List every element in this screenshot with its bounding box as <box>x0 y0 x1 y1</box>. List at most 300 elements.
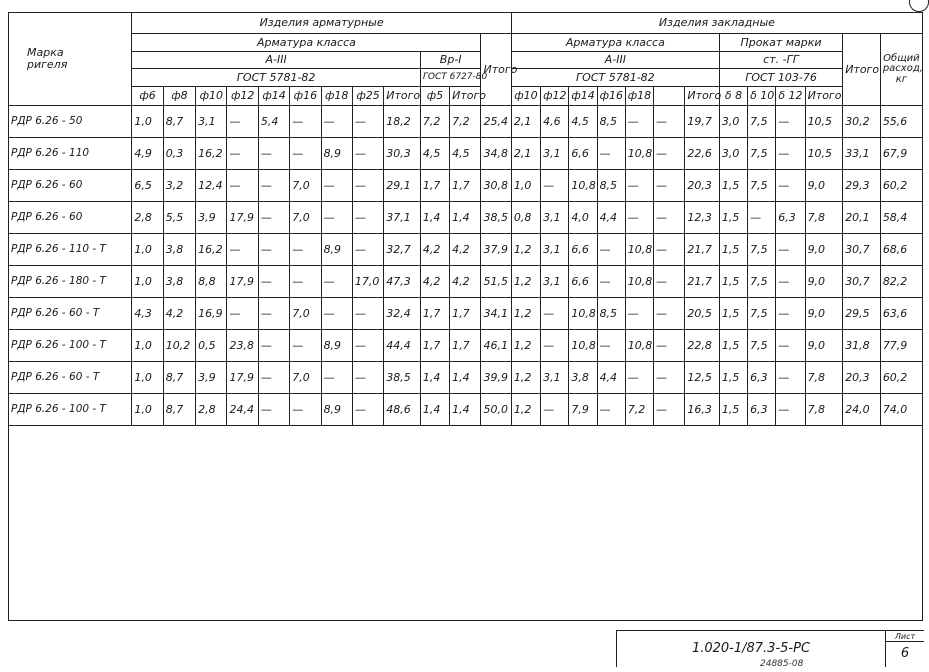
value-cell: — <box>352 138 383 170</box>
col-a3-d6: ф6 <box>132 87 163 106</box>
value-cell: 3,0 <box>719 106 747 138</box>
value-cell: 60,2 <box>880 170 922 202</box>
value-cell: — <box>776 394 805 426</box>
value-cell: 4,2 <box>163 298 195 330</box>
value-cell: — <box>625 170 653 202</box>
value-cell: 3,1 <box>541 266 569 298</box>
value-cell: 34,1 <box>481 298 511 330</box>
table-row <box>9 106 923 138</box>
value-cell: — <box>352 298 383 330</box>
value-cell: 47,3 <box>384 266 421 298</box>
value-cell: 1,5 <box>719 298 747 330</box>
value-cell: 22,8 <box>685 330 720 362</box>
value-cell: 20,3 <box>843 362 881 394</box>
value-cell: 1,2 <box>511 394 540 426</box>
value-cell: — <box>258 298 289 330</box>
embedded-products-header: Изделия закладные <box>511 13 922 34</box>
value-cell: — <box>290 106 321 138</box>
value-cell: — <box>654 394 685 426</box>
value-cell: — <box>597 394 625 426</box>
value-cell: — <box>290 138 321 170</box>
value-cell: 6,3 <box>776 202 805 234</box>
embedded-total-header: Итого <box>843 34 881 106</box>
value-cell: 7,2 <box>450 106 481 138</box>
col-a3-d18: ф18 <box>321 87 352 106</box>
value-cell: — <box>541 170 569 202</box>
sheet-box <box>886 631 924 667</box>
value-cell: 0,8 <box>511 202 540 234</box>
value-cell: 6,5 <box>132 170 163 202</box>
value-cell: 1,2 <box>511 330 540 362</box>
col-vr-total: Итого <box>450 87 481 106</box>
value-cell: 16,9 <box>196 298 227 330</box>
value-cell: 8,5 <box>597 298 625 330</box>
value-cell: — <box>541 394 569 426</box>
beam-mark-cell: РДР 6.26 - 100 - Т <box>9 330 132 362</box>
col-emb-d12: ф12 <box>541 87 569 106</box>
value-cell: — <box>258 362 289 394</box>
col-emb-d16: ф16 <box>597 87 625 106</box>
value-cell: 6,6 <box>569 234 597 266</box>
value-cell: 7,0 <box>290 202 321 234</box>
value-cell: 9,0 <box>805 170 843 202</box>
value-cell: 1,7 <box>450 170 481 202</box>
value-cell: 21,7 <box>685 266 720 298</box>
value-cell: 4,9 <box>132 138 163 170</box>
value-cell: — <box>776 138 805 170</box>
value-cell: 32,4 <box>384 298 421 330</box>
value-cell: 0,3 <box>163 138 195 170</box>
value-cell: — <box>352 330 383 362</box>
value-cell: — <box>625 362 653 394</box>
value-cell: — <box>776 266 805 298</box>
table-body <box>9 106 923 426</box>
value-cell: 10,8 <box>625 138 653 170</box>
col-emb-total: Итого <box>685 87 720 106</box>
value-cell: 17,9 <box>227 266 258 298</box>
value-cell: 8,9 <box>321 138 352 170</box>
value-cell: 7,5 <box>748 234 776 266</box>
value-cell: 1,0 <box>132 330 163 362</box>
value-cell: 19,7 <box>685 106 720 138</box>
value-cell: 4,3 <box>132 298 163 330</box>
value-cell: 31,8 <box>843 330 881 362</box>
table-row <box>9 330 923 362</box>
prokat-header: Прокат марки <box>719 34 842 52</box>
value-cell: 4,5 <box>450 138 481 170</box>
value-cell: 23,8 <box>227 330 258 362</box>
table-row <box>9 298 923 330</box>
value-cell: 67,9 <box>880 138 922 170</box>
value-cell: 30,8 <box>481 170 511 202</box>
value-cell: 1,7 <box>420 298 449 330</box>
value-cell: — <box>654 234 685 266</box>
value-cell: 6,6 <box>569 138 597 170</box>
col-emb-empty <box>654 87 685 106</box>
value-cell: — <box>258 330 289 362</box>
value-cell: — <box>541 330 569 362</box>
value-cell: — <box>352 106 383 138</box>
value-cell: 7,5 <box>748 170 776 202</box>
value-cell: 7,5 <box>748 266 776 298</box>
sheet-label: Лист <box>886 632 924 642</box>
archive-reference: 24885-08 <box>760 659 804 669</box>
value-cell: 3,8 <box>163 266 195 298</box>
value-cell: — <box>625 106 653 138</box>
table-row <box>9 394 923 426</box>
value-cell: 5,5 <box>163 202 195 234</box>
value-cell: 17,9 <box>227 362 258 394</box>
value-cell: 1,0 <box>132 362 163 394</box>
value-cell: 3,1 <box>541 202 569 234</box>
value-cell: 1,4 <box>450 394 481 426</box>
value-cell: 7,5 <box>748 106 776 138</box>
value-cell: 1,4 <box>420 202 449 234</box>
value-cell: 7,8 <box>805 202 843 234</box>
value-cell: — <box>352 394 383 426</box>
value-cell: 58,4 <box>880 202 922 234</box>
value-cell: — <box>654 298 685 330</box>
value-cell: 9,0 <box>805 298 843 330</box>
value-cell: — <box>625 298 653 330</box>
value-cell: — <box>776 170 805 202</box>
value-cell: 1,2 <box>511 266 540 298</box>
col-emb-d18: ф18 <box>625 87 653 106</box>
value-cell: 7,0 <box>290 170 321 202</box>
value-cell: — <box>290 330 321 362</box>
value-cell: 30,2 <box>843 106 881 138</box>
embedded-rebar-class-header: Арматура класса <box>511 34 719 52</box>
value-cell: 7,5 <box>748 330 776 362</box>
gost-a-header: ГОСТ 5781-82 <box>132 69 421 87</box>
value-cell: 7,8 <box>805 394 843 426</box>
value-cell: 3,1 <box>541 234 569 266</box>
value-cell: 37,1 <box>384 202 421 234</box>
value-cell: 4,6 <box>541 106 569 138</box>
value-cell: — <box>597 234 625 266</box>
value-cell: 3,1 <box>196 106 227 138</box>
col-prokat-d12: δ 12 <box>776 87 805 106</box>
beam-mark-cell: РДР 6.26 - 180 - Т <box>9 266 132 298</box>
table-row <box>9 202 923 234</box>
value-cell: 4,4 <box>597 362 625 394</box>
value-cell: 3,9 <box>196 362 227 394</box>
value-cell: — <box>321 106 352 138</box>
value-cell: 7,5 <box>748 298 776 330</box>
value-cell: 7,0 <box>290 298 321 330</box>
value-cell: — <box>258 202 289 234</box>
value-cell: — <box>321 202 352 234</box>
value-cell: — <box>654 138 685 170</box>
value-cell: 1,4 <box>450 362 481 394</box>
value-cell: 2,8 <box>132 202 163 234</box>
value-cell: 32,7 <box>384 234 421 266</box>
value-cell: 7,0 <box>290 362 321 394</box>
empty-area-row <box>9 426 923 621</box>
value-cell: 3,2 <box>163 170 195 202</box>
value-cell: 4,5 <box>569 106 597 138</box>
gost-b-header: ГОСТ 6727-80 <box>420 69 481 87</box>
value-cell: 12,4 <box>196 170 227 202</box>
value-cell: 1,0 <box>132 234 163 266</box>
value-cell: 8,9 <box>321 394 352 426</box>
value-cell: 0,5 <box>196 330 227 362</box>
value-cell: 7,9 <box>569 394 597 426</box>
beam-mark-cell: РДР 6.26 - 110 - Т <box>9 234 132 266</box>
value-cell: 30,7 <box>843 234 881 266</box>
value-cell: 3,1 <box>541 138 569 170</box>
value-cell: 4,0 <box>569 202 597 234</box>
value-cell: 1,2 <box>511 234 540 266</box>
value-cell: 25,4 <box>481 106 511 138</box>
value-cell: 10,5 <box>805 138 843 170</box>
value-cell: 17,0 <box>352 266 383 298</box>
value-cell: 1,4 <box>450 202 481 234</box>
value-cell: 1,0 <box>511 170 540 202</box>
value-cell: 10,5 <box>805 106 843 138</box>
value-cell: — <box>776 298 805 330</box>
value-cell: 4,2 <box>450 266 481 298</box>
value-cell: — <box>654 362 685 394</box>
value-cell: — <box>258 138 289 170</box>
value-cell: 16,2 <box>196 138 227 170</box>
value-cell: 1,5 <box>719 170 747 202</box>
col-prokat-total: Итого <box>805 87 843 106</box>
value-cell: 29,5 <box>843 298 881 330</box>
value-cell: 2,1 <box>511 138 540 170</box>
value-cell: 5,4 <box>258 106 289 138</box>
value-cell: — <box>776 362 805 394</box>
rebar-total-header: Итого <box>481 34 511 106</box>
gost-c-header: ГОСТ 5781-82 <box>511 69 719 87</box>
value-cell: — <box>258 234 289 266</box>
value-cell: 1,4 <box>420 394 449 426</box>
value-cell: — <box>654 106 685 138</box>
value-cell: — <box>258 170 289 202</box>
value-cell: 10,8 <box>569 330 597 362</box>
value-cell: — <box>290 394 321 426</box>
a3-class-header: А-III <box>132 52 421 69</box>
col-a3-total: Итого <box>384 87 421 106</box>
value-cell: 10,8 <box>569 170 597 202</box>
value-cell: 9,0 <box>805 330 843 362</box>
value-cell: 63,6 <box>880 298 922 330</box>
corner-mark-icon <box>909 0 929 12</box>
table-row <box>9 362 923 394</box>
value-cell: — <box>321 266 352 298</box>
value-cell: 7,2 <box>420 106 449 138</box>
rebar-products-header: Изделия арматурные <box>132 13 512 34</box>
value-cell: — <box>258 394 289 426</box>
value-cell: 1,0 <box>132 394 163 426</box>
value-cell: 10,2 <box>163 330 195 362</box>
value-cell: 8,5 <box>597 106 625 138</box>
value-cell: 30,7 <box>843 266 881 298</box>
beam-mark-cell: РДР 6.26 - 60 <box>9 202 132 234</box>
value-cell: 8,9 <box>321 234 352 266</box>
mark-header-line2: ригеля <box>27 58 68 71</box>
value-cell: 38,5 <box>384 362 421 394</box>
value-cell: — <box>352 202 383 234</box>
value-cell: 3,8 <box>163 234 195 266</box>
col-a3-d25: ф25 <box>352 87 383 106</box>
value-cell: 3,9 <box>196 202 227 234</box>
table-row <box>9 170 923 202</box>
value-cell: 68,6 <box>880 234 922 266</box>
rebar-class-header: Арматура класса <box>132 34 481 52</box>
value-cell: — <box>748 202 776 234</box>
value-cell: 1,2 <box>511 362 540 394</box>
value-cell: 16,2 <box>196 234 227 266</box>
value-cell: 46,1 <box>481 330 511 362</box>
mark-header-line1: Марка <box>27 46 64 60</box>
value-cell: 9,0 <box>805 234 843 266</box>
document-code: 1.020-1/87.3-5-РС <box>617 631 886 667</box>
value-cell: 55,6 <box>880 106 922 138</box>
value-cell: 48,6 <box>384 394 421 426</box>
value-cell: — <box>258 266 289 298</box>
value-cell: 7,8 <box>805 362 843 394</box>
value-cell: 38,5 <box>481 202 511 234</box>
value-cell: 1,7 <box>420 330 449 362</box>
value-cell: 20,3 <box>685 170 720 202</box>
value-cell: 50,0 <box>481 394 511 426</box>
col-emb-d14: ф14 <box>569 87 597 106</box>
value-cell: 1,5 <box>719 394 747 426</box>
col-a3-d8: ф8 <box>163 87 195 106</box>
table-row <box>9 234 923 266</box>
col-emb-d10: ф10 <box>511 87 540 106</box>
value-cell: 10,8 <box>569 298 597 330</box>
value-cell: 1,0 <box>132 106 163 138</box>
value-cell: 1,0 <box>132 266 163 298</box>
value-cell: 3,0 <box>719 138 747 170</box>
value-cell: 8,8 <box>196 266 227 298</box>
value-cell: 10,8 <box>625 234 653 266</box>
sheet-number: 6 <box>900 646 910 661</box>
value-cell: — <box>227 298 258 330</box>
value-cell: 60,2 <box>880 362 922 394</box>
value-cell: — <box>776 106 805 138</box>
value-cell: — <box>227 106 258 138</box>
value-cell: 34,8 <box>481 138 511 170</box>
value-cell: 4,4 <box>597 202 625 234</box>
value-cell: 21,7 <box>685 234 720 266</box>
value-cell: — <box>541 298 569 330</box>
col-a3-d10: ф10 <box>196 87 227 106</box>
gost-d-header: ГОСТ 103-76 <box>719 69 842 87</box>
overall-header: Общий расход, кг <box>880 34 922 106</box>
value-cell: — <box>654 202 685 234</box>
col-a3-d16: ф16 <box>290 87 321 106</box>
value-cell: 4,2 <box>420 234 449 266</box>
value-cell: 33,1 <box>843 138 881 170</box>
value-cell: 16,3 <box>685 394 720 426</box>
value-cell: 12,5 <box>685 362 720 394</box>
value-cell: 1,4 <box>420 362 449 394</box>
value-cell: 2,1 <box>511 106 540 138</box>
beam-mark-cell: РДР 6.26 - 60 - Т <box>9 298 132 330</box>
table-row <box>9 138 923 170</box>
value-cell: 18,2 <box>384 106 421 138</box>
value-cell: — <box>597 330 625 362</box>
value-cell: 1,7 <box>450 298 481 330</box>
rebar-specification-table <box>8 12 923 621</box>
value-cell: 7,5 <box>748 138 776 170</box>
value-cell: — <box>776 330 805 362</box>
value-cell: — <box>227 234 258 266</box>
value-cell: 29,3 <box>843 170 881 202</box>
value-cell: — <box>597 138 625 170</box>
value-cell: 8,7 <box>163 394 195 426</box>
mark-header <box>9 13 132 106</box>
col-vr-d5: ф5 <box>420 87 449 106</box>
value-cell: 39,9 <box>481 362 511 394</box>
col-a3-d14: ф14 <box>258 87 289 106</box>
value-cell: 9,0 <box>805 266 843 298</box>
value-cell: — <box>654 170 685 202</box>
value-cell: — <box>352 234 383 266</box>
value-cell: 4,2 <box>450 234 481 266</box>
value-cell: 8,9 <box>321 330 352 362</box>
value-cell: 1,5 <box>719 362 747 394</box>
value-cell: 44,4 <box>384 330 421 362</box>
value-cell: 1,7 <box>450 330 481 362</box>
value-cell: 3,8 <box>569 362 597 394</box>
value-cell: 10,8 <box>625 266 653 298</box>
value-cell: 20,1 <box>843 202 881 234</box>
value-cell: 17,9 <box>227 202 258 234</box>
beam-mark-cell: РДР 6.26 - 50 <box>9 106 132 138</box>
col-a3-d12: ф12 <box>227 87 258 106</box>
value-cell: 1,7 <box>420 170 449 202</box>
value-cell: — <box>625 202 653 234</box>
value-cell: 7,2 <box>625 394 653 426</box>
value-cell: 1,5 <box>719 330 747 362</box>
value-cell: — <box>290 266 321 298</box>
vr1-class-header: Вр-I <box>420 52 481 69</box>
value-cell: — <box>654 330 685 362</box>
value-cell: 22,6 <box>685 138 720 170</box>
value-cell: — <box>321 362 352 394</box>
empty-area <box>9 426 923 621</box>
value-cell: 1,5 <box>719 266 747 298</box>
value-cell: — <box>352 170 383 202</box>
beam-mark-cell: РДР 6.26 - 110 <box>9 138 132 170</box>
value-cell: 6,6 <box>569 266 597 298</box>
value-cell: 10,8 <box>625 330 653 362</box>
value-cell: 3,1 <box>541 362 569 394</box>
value-cell: — <box>227 138 258 170</box>
beam-mark-cell: РДР 6.26 - 60 <box>9 170 132 202</box>
value-cell: 77,9 <box>880 330 922 362</box>
value-cell: 51,5 <box>481 266 511 298</box>
value-cell: 4,2 <box>420 266 449 298</box>
col-prokat-d10: δ 10 <box>748 87 776 106</box>
value-cell: — <box>352 362 383 394</box>
embedded-a3-header: А-III <box>511 52 719 69</box>
col-prokat-d8: δ 8 <box>719 87 747 106</box>
value-cell: 20,5 <box>685 298 720 330</box>
value-cell: — <box>290 234 321 266</box>
value-cell: 37,9 <box>481 234 511 266</box>
value-cell: — <box>321 170 352 202</box>
value-cell: — <box>597 266 625 298</box>
beam-mark-cell: РДР 6.26 - 100 - Т <box>9 394 132 426</box>
value-cell: 8,7 <box>163 362 195 394</box>
value-cell: 24,0 <box>843 394 881 426</box>
value-cell: — <box>227 170 258 202</box>
